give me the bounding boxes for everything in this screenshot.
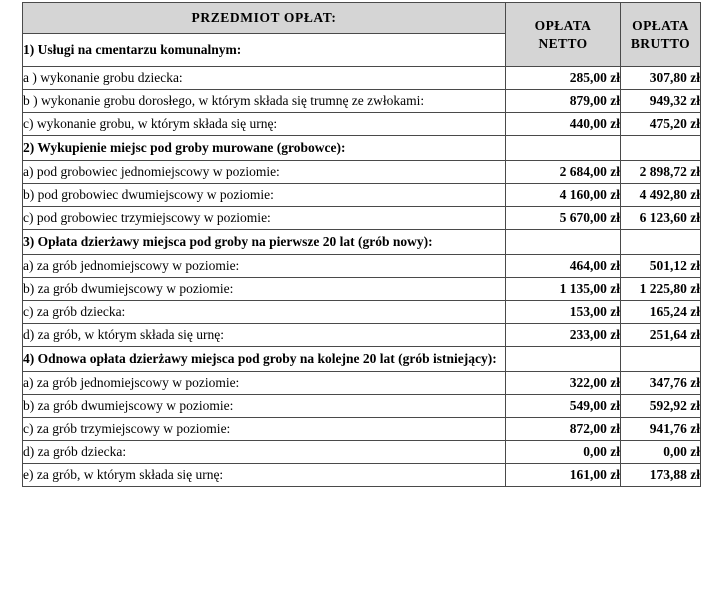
cell-netto: 0,00 zł — [506, 441, 621, 464]
row-label: a) pod grobowiec jednomiejscowy w poziomie: — [23, 161, 506, 184]
cell-brutto — [621, 230, 701, 255]
header-row — [23, 3, 701, 34]
cell-netto: 440,00 zł — [506, 113, 621, 136]
cell-netto: 4 160,00 zł — [506, 184, 621, 207]
column-header-brutto-line1: OPŁATA — [632, 18, 689, 34]
cell-brutto: 941,76 zł — [621, 418, 701, 441]
cell-brutto: 501,12 zł — [621, 255, 701, 278]
column-header-netto-line2: NETTO — [538, 35, 588, 51]
table-row — [23, 161, 701, 184]
table-row — [23, 324, 701, 347]
table-body — [23, 67, 701, 487]
cell-netto: 161,00 zł — [506, 464, 621, 487]
row-label: a) za grób jednomiejscowy w poziomie: — [23, 372, 506, 395]
row-label: c) za grób trzymiejscowy w poziomie: — [23, 418, 506, 441]
table-row — [23, 418, 701, 441]
table-row — [23, 372, 701, 395]
section-row-label: 2) Wykupienie miejsc pod groby murowane (grobowce): — [23, 136, 506, 161]
cell-netto: 153,00 zł — [506, 301, 621, 324]
column-header-description: PRZEDMIOT OPŁAT: — [23, 3, 506, 34]
cell-brutto: 173,88 zł — [621, 464, 701, 487]
cell-brutto: 475,20 zł — [621, 113, 701, 136]
table-row — [23, 67, 701, 90]
table-row — [23, 90, 701, 113]
row-label: b ) wykonanie grobu dorosłego, w którym składa się trumnę ze zwłokami: — [23, 90, 506, 113]
cell-netto: 872,00 zł — [506, 418, 621, 441]
row-label: e) za grób, w którym składa się urnę: — [23, 464, 506, 487]
section-row-label: 3) Opłata dzierżawy miejsca pod groby na pierwsze 20 lat (grób nowy): — [23, 230, 506, 255]
table-row — [23, 395, 701, 418]
table-row — [23, 255, 701, 278]
cell-netto: 549,00 zł — [506, 395, 621, 418]
cell-netto: 464,00 zł — [506, 255, 621, 278]
cell-brutto: 307,80 zł — [621, 67, 701, 90]
cell-netto: 5 670,00 zł — [506, 207, 621, 230]
row-label: d) za grób dziecka: — [23, 441, 506, 464]
row-label: c) wykonanie grobu, w którym składa się urnę: — [23, 113, 506, 136]
table-row — [23, 184, 701, 207]
cell-brutto: 592,92 zł — [621, 395, 701, 418]
cell-netto: 1 135,00 zł — [506, 278, 621, 301]
cell-netto — [506, 347, 621, 372]
fee-schedule-table — [22, 2, 701, 487]
cell-brutto: 2 898,72 zł — [621, 161, 701, 184]
row-label: b) za grób dwumiejscowy w poziomie: — [23, 278, 506, 301]
cell-netto: 322,00 zł — [506, 372, 621, 395]
cell-brutto: 1 225,80 zł — [621, 278, 701, 301]
cell-brutto — [621, 347, 701, 372]
table-row — [23, 278, 701, 301]
table-row — [23, 301, 701, 324]
table-section-row — [23, 230, 701, 255]
row-label: a ) wykonanie grobu dziecka: — [23, 67, 506, 90]
cell-brutto: 347,76 zł — [621, 372, 701, 395]
cell-brutto: 949,32 zł — [621, 90, 701, 113]
table-section-row — [23, 347, 701, 372]
table-row — [23, 113, 701, 136]
table-row — [23, 464, 701, 487]
row-label: b) za grób dwumiejscowy w poziomie: — [23, 395, 506, 418]
table-row — [23, 441, 701, 464]
cell-brutto: 251,64 zł — [621, 324, 701, 347]
cell-netto: 879,00 zł — [506, 90, 621, 113]
cell-netto — [506, 230, 621, 255]
cell-netto: 233,00 zł — [506, 324, 621, 347]
cell-brutto — [621, 136, 701, 161]
column-header-brutto-line2: BRUTTO — [630, 35, 691, 51]
cell-brutto: 165,24 zł — [621, 301, 701, 324]
column-header-brutto — [621, 3, 701, 67]
cell-netto: 285,00 zł — [506, 67, 621, 90]
cell-brutto: 6 123,60 zł — [621, 207, 701, 230]
cell-brutto: 0,00 zł — [621, 441, 701, 464]
row-label: c) pod grobowiec trzymiejscowy w poziomie: — [23, 207, 506, 230]
cell-netto: 2 684,00 zł — [506, 161, 621, 184]
section-row-label: 1) Usługi na cmentarzu komunalnym: — [23, 34, 506, 67]
row-label: d) za grób, w którym składa się urnę: — [23, 324, 506, 347]
section-row-label: 4) Odnowa opłata dzierżawy miejsca pod groby na kolejne 20 lat (grób istniejący): — [23, 347, 506, 372]
cell-netto — [506, 136, 621, 161]
column-header-netto-line1: OPŁATA — [534, 18, 592, 34]
table-header — [23, 3, 701, 67]
row-label: a) za grób jednomiejscowy w poziomie: — [23, 255, 506, 278]
cell-brutto: 4 492,80 zł — [621, 184, 701, 207]
table-section-row — [23, 136, 701, 161]
row-label: c) za grób dziecka: — [23, 301, 506, 324]
table-row — [23, 207, 701, 230]
column-header-netto — [506, 3, 621, 67]
row-label: b) pod grobowiec dwumiejscowy w poziomie: — [23, 184, 506, 207]
